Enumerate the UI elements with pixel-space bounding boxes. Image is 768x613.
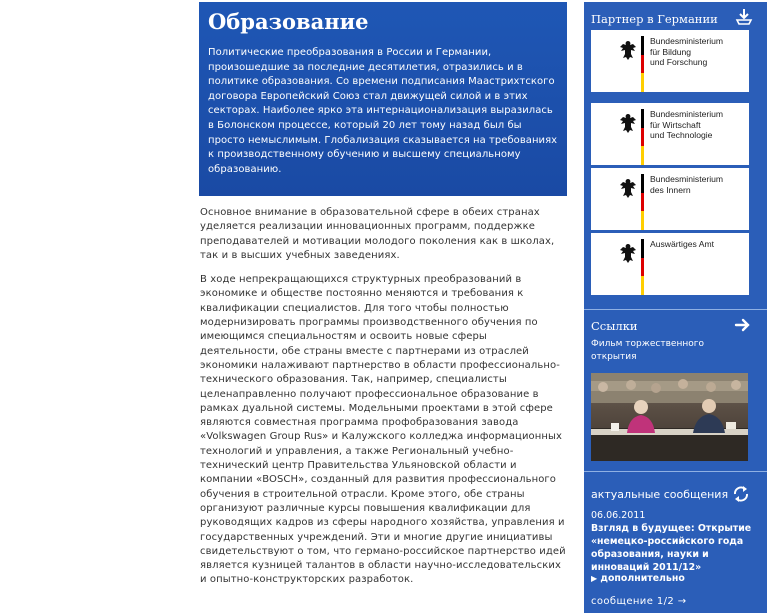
intro-text: Политические преобразования в России и Германии, произошедшие за последние десятилетия, отразились и в политике образования. Со времени подписания Маастрихтского договора Европейский Союз стал движущей силой и в этих секторах. Наиболее ярко эта интернационализация выразилась в Болонском процессе, который 20 лет тому назад был бы просто немыслимым. Глобализация сказывается на требованиях к производственному обучению и высшему специальному образованию. — [208, 47, 558, 175]
partner-logo-auswaertiges-amt[interactable] — [591, 233, 749, 295]
article-body — [200, 206, 568, 598]
news-more-label: дополнительно — [600, 573, 685, 584]
logo-text: Auswärtiges Amt — [650, 239, 714, 249]
opening-ceremony-photo[interactable] — [591, 373, 748, 461]
partner-logo-bmi[interactable] — [591, 168, 749, 230]
german-flag — [641, 109, 644, 165]
sidebar — [584, 2, 767, 613]
play-icon: ▶ — [591, 574, 598, 583]
download-icon[interactable] — [734, 8, 754, 26]
news-more-link[interactable] — [591, 573, 685, 584]
sidebar-divider — [584, 471, 767, 472]
logo-text: Bundesministerium für Bildung und Forschung — [650, 36, 724, 68]
links-section-title: Ссылки — [591, 319, 638, 333]
article-paragraph: Основное внимание в образовательной сфере в обеих странах уделяется реализации инновационных программ, поддержке преподавателей и мотивации молодого поколения как в школах, так и в высших учебных заведениях. — [200, 207, 555, 261]
eagle-icon — [619, 242, 637, 264]
eagle-icon — [619, 39, 637, 61]
german-flag — [641, 239, 644, 295]
logo-text: Bundesministerium für Wirtschaft und Technologie — [650, 109, 724, 141]
link-opening-film[interactable]: Фильм торжественного открытия — [591, 339, 704, 362]
news-headline-link[interactable]: Взгляд в будущее: Открытие «немецко-российского года образования, науки и инноваций 2011/12» — [591, 523, 752, 573]
news-pager[interactable]: сообщение 1/2 → — [591, 596, 687, 607]
news-date: 06.06.2011 — [591, 510, 646, 521]
intro-box — [199, 2, 567, 196]
partner-logo-bmbf[interactable] — [591, 30, 749, 92]
eagle-icon — [619, 112, 637, 134]
eagle-icon — [619, 177, 637, 199]
article-paragraph: В ходе непрекращающихся структурных преобразований в экономике и обществе постоянно меняются и требования к квалификации специалистов. Для того чтобы полностью модернизировать программы производственного обучения по имеющимся специальностям и освоить новые сферы деятельности, обе страны вместе с партнерами из отраслей экономики налаживают партнерство в области профессионально-технического образования. Так, например, специалисты целенаправленно получают профессиональное образование в рамках дуальной системы. Модельными проектами в этой сфере являются совместная программа профобразования завода «Volkswagen Group Rus» и Калужского колледжа информационных технологий и управления, а также Региональный учебно-технический центр Правительства Ульяновской области и компании «BOSCH», созданный для развития профессионального обучения в строительной отрасли. Кроме этого, обе страны организуют различные курсы повышения квалификации для руководящих кадров из сферы народного хозяйства, управления и государственных учреждений. Эти и многие другие инициативы свидетельствуют о том, что германо-российское партнерство идей является кузницей талантов в области научно-исследовательских и опытно-конструкторских разработок. — [200, 274, 566, 586]
arrow-right-icon[interactable] — [734, 317, 752, 333]
german-flag — [641, 174, 644, 230]
refresh-icon[interactable] — [731, 485, 751, 503]
news-section-title: актуальные сообщения — [591, 488, 729, 501]
logo-text: Bundesministerium des Innern — [650, 174, 724, 195]
sidebar-divider — [584, 309, 767, 310]
german-flag — [641, 36, 644, 92]
partner-section-title: Партнер в Германии — [591, 12, 718, 26]
photo-image — [591, 373, 748, 461]
partner-logo-bmwi[interactable] — [591, 103, 749, 165]
page-title: Образование — [208, 9, 369, 34]
